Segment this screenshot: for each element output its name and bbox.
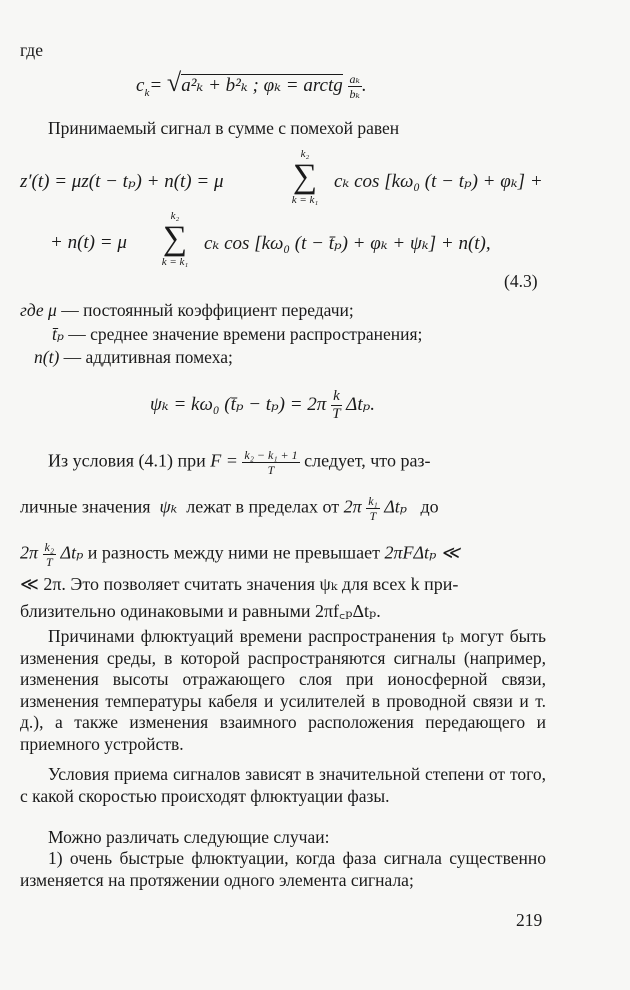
paragraph-cases-intro: Можно различать следующие случаи: xyxy=(48,827,330,847)
eq43-line1-left: z′(t) = μz(t − tₚ) + n(t) = μ xyxy=(20,171,224,192)
fraction-numerator: k₁ xyxy=(368,494,378,508)
p2-l1-a: Из условия (4.1) при xyxy=(48,450,206,471)
page-number: 219 xyxy=(516,910,543,930)
eq-ck-left: c xyxy=(136,75,145,96)
fraction-k2-over-t xyxy=(43,540,57,569)
p2-l2-dt: Δtₚ xyxy=(384,496,407,517)
fraction-k1-over-t xyxy=(366,494,380,523)
fraction-denominator: T xyxy=(267,463,275,477)
fraction-denominator: bₖ xyxy=(349,87,360,102)
radical-sign: √ xyxy=(166,68,182,97)
sum2-upper: k₂ xyxy=(170,210,180,222)
definition-nt xyxy=(34,347,233,368)
p2-line5: близительно одинаковыми и равными 2πf꜀ₚΔtₚ. xyxy=(20,601,381,621)
definition-tp xyxy=(52,324,422,345)
paragraph-fluctuation-causes: Причинами флюктуаций времени распространения tₚ могут быть изменения среды, в которой распространяются сигналы (например, изменения высоты отражающего слоя при ионосферной связи, изменения температуры кабеля и усилителей в проводной связи и т. д.), а также изменения взаимного расположения передающего и приемного устройств. xyxy=(20,626,546,754)
p2-line2 xyxy=(20,494,439,523)
fraction-numerator: k₂ xyxy=(44,540,55,554)
fraction-k-over-t xyxy=(331,388,342,423)
def-nt-text: — аддитивная помеха; xyxy=(63,347,233,367)
eq-ck-eq: = xyxy=(149,75,167,96)
eq43-line2-left: + n(t) = μ xyxy=(50,232,127,253)
paragraph-intro: Принимаемый сигнал в сумме с помехой равен xyxy=(48,118,400,138)
p2-l2-b: лежат в пределах от xyxy=(186,496,340,517)
sigma-icon: ∑ xyxy=(292,158,318,195)
p2-l2-2pi: 2π xyxy=(343,496,362,517)
p2-line1 xyxy=(48,448,431,477)
def-tp-symbol: t̄ₚ xyxy=(52,324,64,344)
sum-symbol-1 xyxy=(280,148,330,206)
p2-l1-F: F = xyxy=(210,450,238,471)
sigma-icon: ∑ xyxy=(162,220,188,257)
sum1-upper: k₂ xyxy=(300,148,310,160)
eq-psi-right: Δtₚ. xyxy=(346,393,375,415)
p2-line4: ≪ 2π. Это позволяет считать значения ψₖ для всех k при- xyxy=(20,574,459,594)
p2-l2-psi: ψₖ xyxy=(159,496,178,517)
where-label: где xyxy=(20,40,43,60)
fraction-F xyxy=(242,448,299,477)
fraction-numerator: k₂ − k₁ + 1 xyxy=(244,448,298,462)
def-mu-text: — постоянный коэффициент передачи; xyxy=(61,300,354,320)
p2-l2-a: личные значения xyxy=(20,496,151,517)
equation-psi xyxy=(150,388,375,423)
sum1-lower: k = k₁ xyxy=(291,194,319,206)
fraction-ak-bk xyxy=(348,72,362,101)
definition-mu xyxy=(20,300,354,321)
eq-radicand: a²ₖ + b²ₖ ; φₖ = arctg xyxy=(181,75,343,96)
fraction-numerator: k xyxy=(333,388,340,404)
p2-l3-b: и разность между ними не превышает xyxy=(87,542,380,563)
paragraph-reception-conditions: Условия приема сигналов зависят в значительной степени от того, с какой скоростью происходят флюктуации фазы. xyxy=(20,764,546,806)
eq43-line1-right: cₖ cos [kω₀ (t − tₚ) + φₖ] + xyxy=(334,171,543,192)
def-nt-symbol: n(t) xyxy=(34,347,60,367)
p2-l2-c: до xyxy=(420,496,439,517)
fraction-numerator: aₖ xyxy=(349,72,360,87)
eq43-line2-right: cₖ cos [kω₀ (t − t̄ₚ) + φₖ + ψₖ] + n(t), xyxy=(204,233,491,254)
equation-number: (4.3) xyxy=(504,271,538,291)
p2-l3-dt: Δtₚ xyxy=(60,542,84,563)
p2-line3 xyxy=(20,540,460,569)
equation-ck xyxy=(136,68,367,101)
def-mu-symbol: где μ xyxy=(20,300,57,320)
fraction-denominator: T xyxy=(369,509,377,523)
p2-l3-2pi: 2π xyxy=(20,542,39,563)
fraction-denominator: T xyxy=(45,555,53,569)
p2-l1-b: следует, что раз- xyxy=(304,450,431,471)
eq-ck-sub: k xyxy=(144,86,150,99)
fraction-denominator: T xyxy=(332,406,341,422)
eq-ck-end: . xyxy=(361,75,367,96)
sum-symbol-2 xyxy=(150,210,200,268)
p2-l3-c: 2πFΔtₚ ≪ xyxy=(384,542,460,563)
list-item-case-1: 1) очень быстрые флюктуации, когда фаза сигнала существенно изменяется на протяжении одного элемента сигнала; xyxy=(20,848,546,890)
sum2-lower: k = k₁ xyxy=(161,256,189,268)
def-tp-text: — среднее значение времени распространения; xyxy=(68,324,423,344)
eq-psi-left: ψₖ = kω₀ (t̄ₚ − tₚ) = 2π xyxy=(150,393,327,415)
